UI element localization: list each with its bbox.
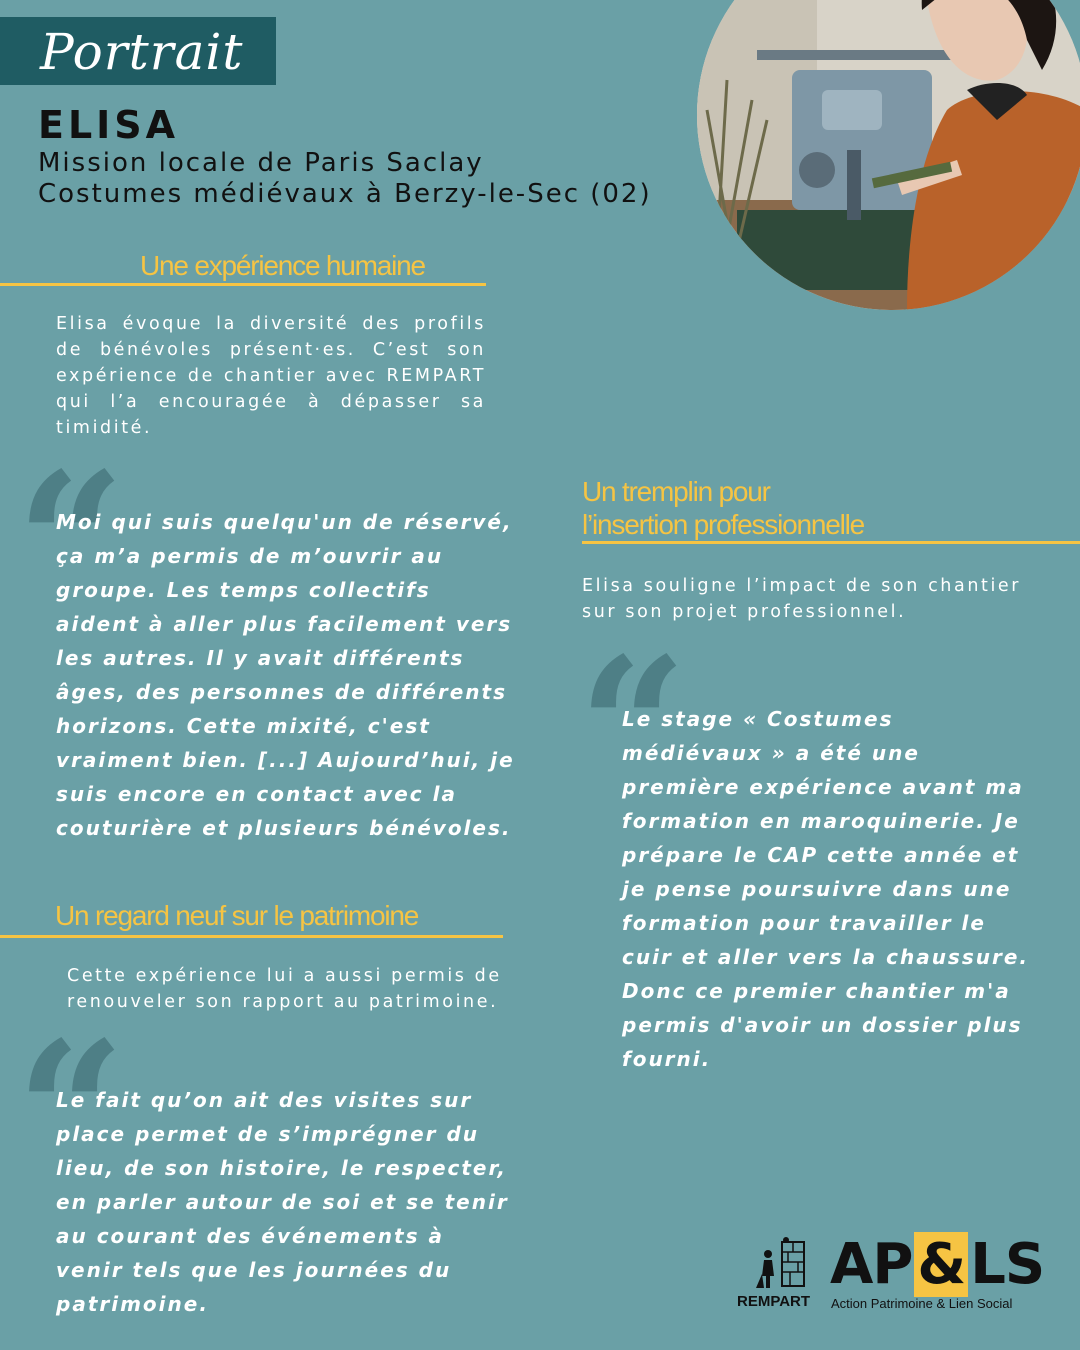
section-title-tremplin-line1: Un tremplin pour bbox=[582, 476, 770, 507]
apls-logo-right: LS bbox=[970, 1232, 1045, 1297]
quote-humaine: Moi qui suis quelqu'un de réservé, ça m’a permis de m’ouvrir au groupe. Les temps collectifs aident à aller plus facilement vers les autres. Il y avait différents âges, des personnes de différents horizons. Cette mixité, c'est vraiment bien. [...] Aujourd’hui, je suis encore en contact avec la couturière et plusieurs bénévoles. bbox=[56, 510, 515, 840]
section-rule-tremplin bbox=[582, 541, 1080, 544]
apls-logo-amp: & bbox=[914, 1232, 968, 1297]
section-title-humaine: Une expérience humaine bbox=[140, 250, 425, 281]
portrait-photo bbox=[697, 0, 1080, 310]
chantier-line: Costumes médiévaux à Berzy-le-Sec (02) bbox=[38, 179, 652, 209]
quote-mark-icon: “ bbox=[16, 1000, 106, 1223]
section-rule-humaine bbox=[0, 283, 486, 286]
apls-logo-subtitle: Action Patrimoine & Lien Social bbox=[831, 1296, 1013, 1311]
section-text-tremplin: Elisa souligne l’impact de son chantier sur son projet professionnel. bbox=[582, 576, 1022, 622]
rempart-logo-text: REMPART bbox=[737, 1293, 811, 1310]
quote-mark-icon: “ bbox=[578, 616, 668, 839]
section-text-humaine: Elisa évoque la diversité des profils de bénévoles présent·es. C’est son expérience de chantier avec REMPART qui l’a encouragée à dépasser sa timidité. bbox=[56, 314, 486, 438]
section-rule-regard bbox=[0, 935, 503, 938]
apls-logo-left: AP bbox=[830, 1232, 913, 1297]
mission-locale-line: Mission locale de Paris Saclay bbox=[38, 148, 484, 178]
section-title-tremplin bbox=[582, 475, 864, 541]
portrait-tag-label: Portrait bbox=[40, 23, 244, 81]
section-title-tremplin-line2: l’insertion professionnelle bbox=[582, 509, 864, 540]
sewing-scene-illustration bbox=[697, 0, 1080, 310]
section-title-regard: Un regard neuf sur le patrimoine bbox=[55, 900, 419, 931]
apls-logo bbox=[830, 1232, 1044, 1297]
quote-regard: Le fait qu’on ait des visites sur place permet de s’imprégner du lieu, de son histoire, le respecter, en parler autour de soi et se tenir au courant des événements à venir tels que les journées du patrimoine. bbox=[56, 1088, 509, 1316]
person-subtitle bbox=[38, 148, 652, 210]
portrait-tag bbox=[0, 17, 276, 85]
person-name: ELISA bbox=[38, 103, 180, 147]
rempart-logo-icon bbox=[752, 1236, 812, 1292]
quote-tremplin: Le stage « Costumes médiévaux » a été une première expérience avant ma formation en maroquinerie. Je prépare le CAP cette année et je pense poursuivre dans une formation pour travailler le cuir et aller vers la chaussure. Donc ce premier chantier m'a permis d'avoir un dossier plus fourni. bbox=[622, 707, 1030, 1071]
section-text-regard: Cette expérience lui a aussi permis de renouveler son rapport au patrimoine. bbox=[67, 966, 502, 1012]
quote-mark-icon: “ bbox=[16, 431, 106, 654]
